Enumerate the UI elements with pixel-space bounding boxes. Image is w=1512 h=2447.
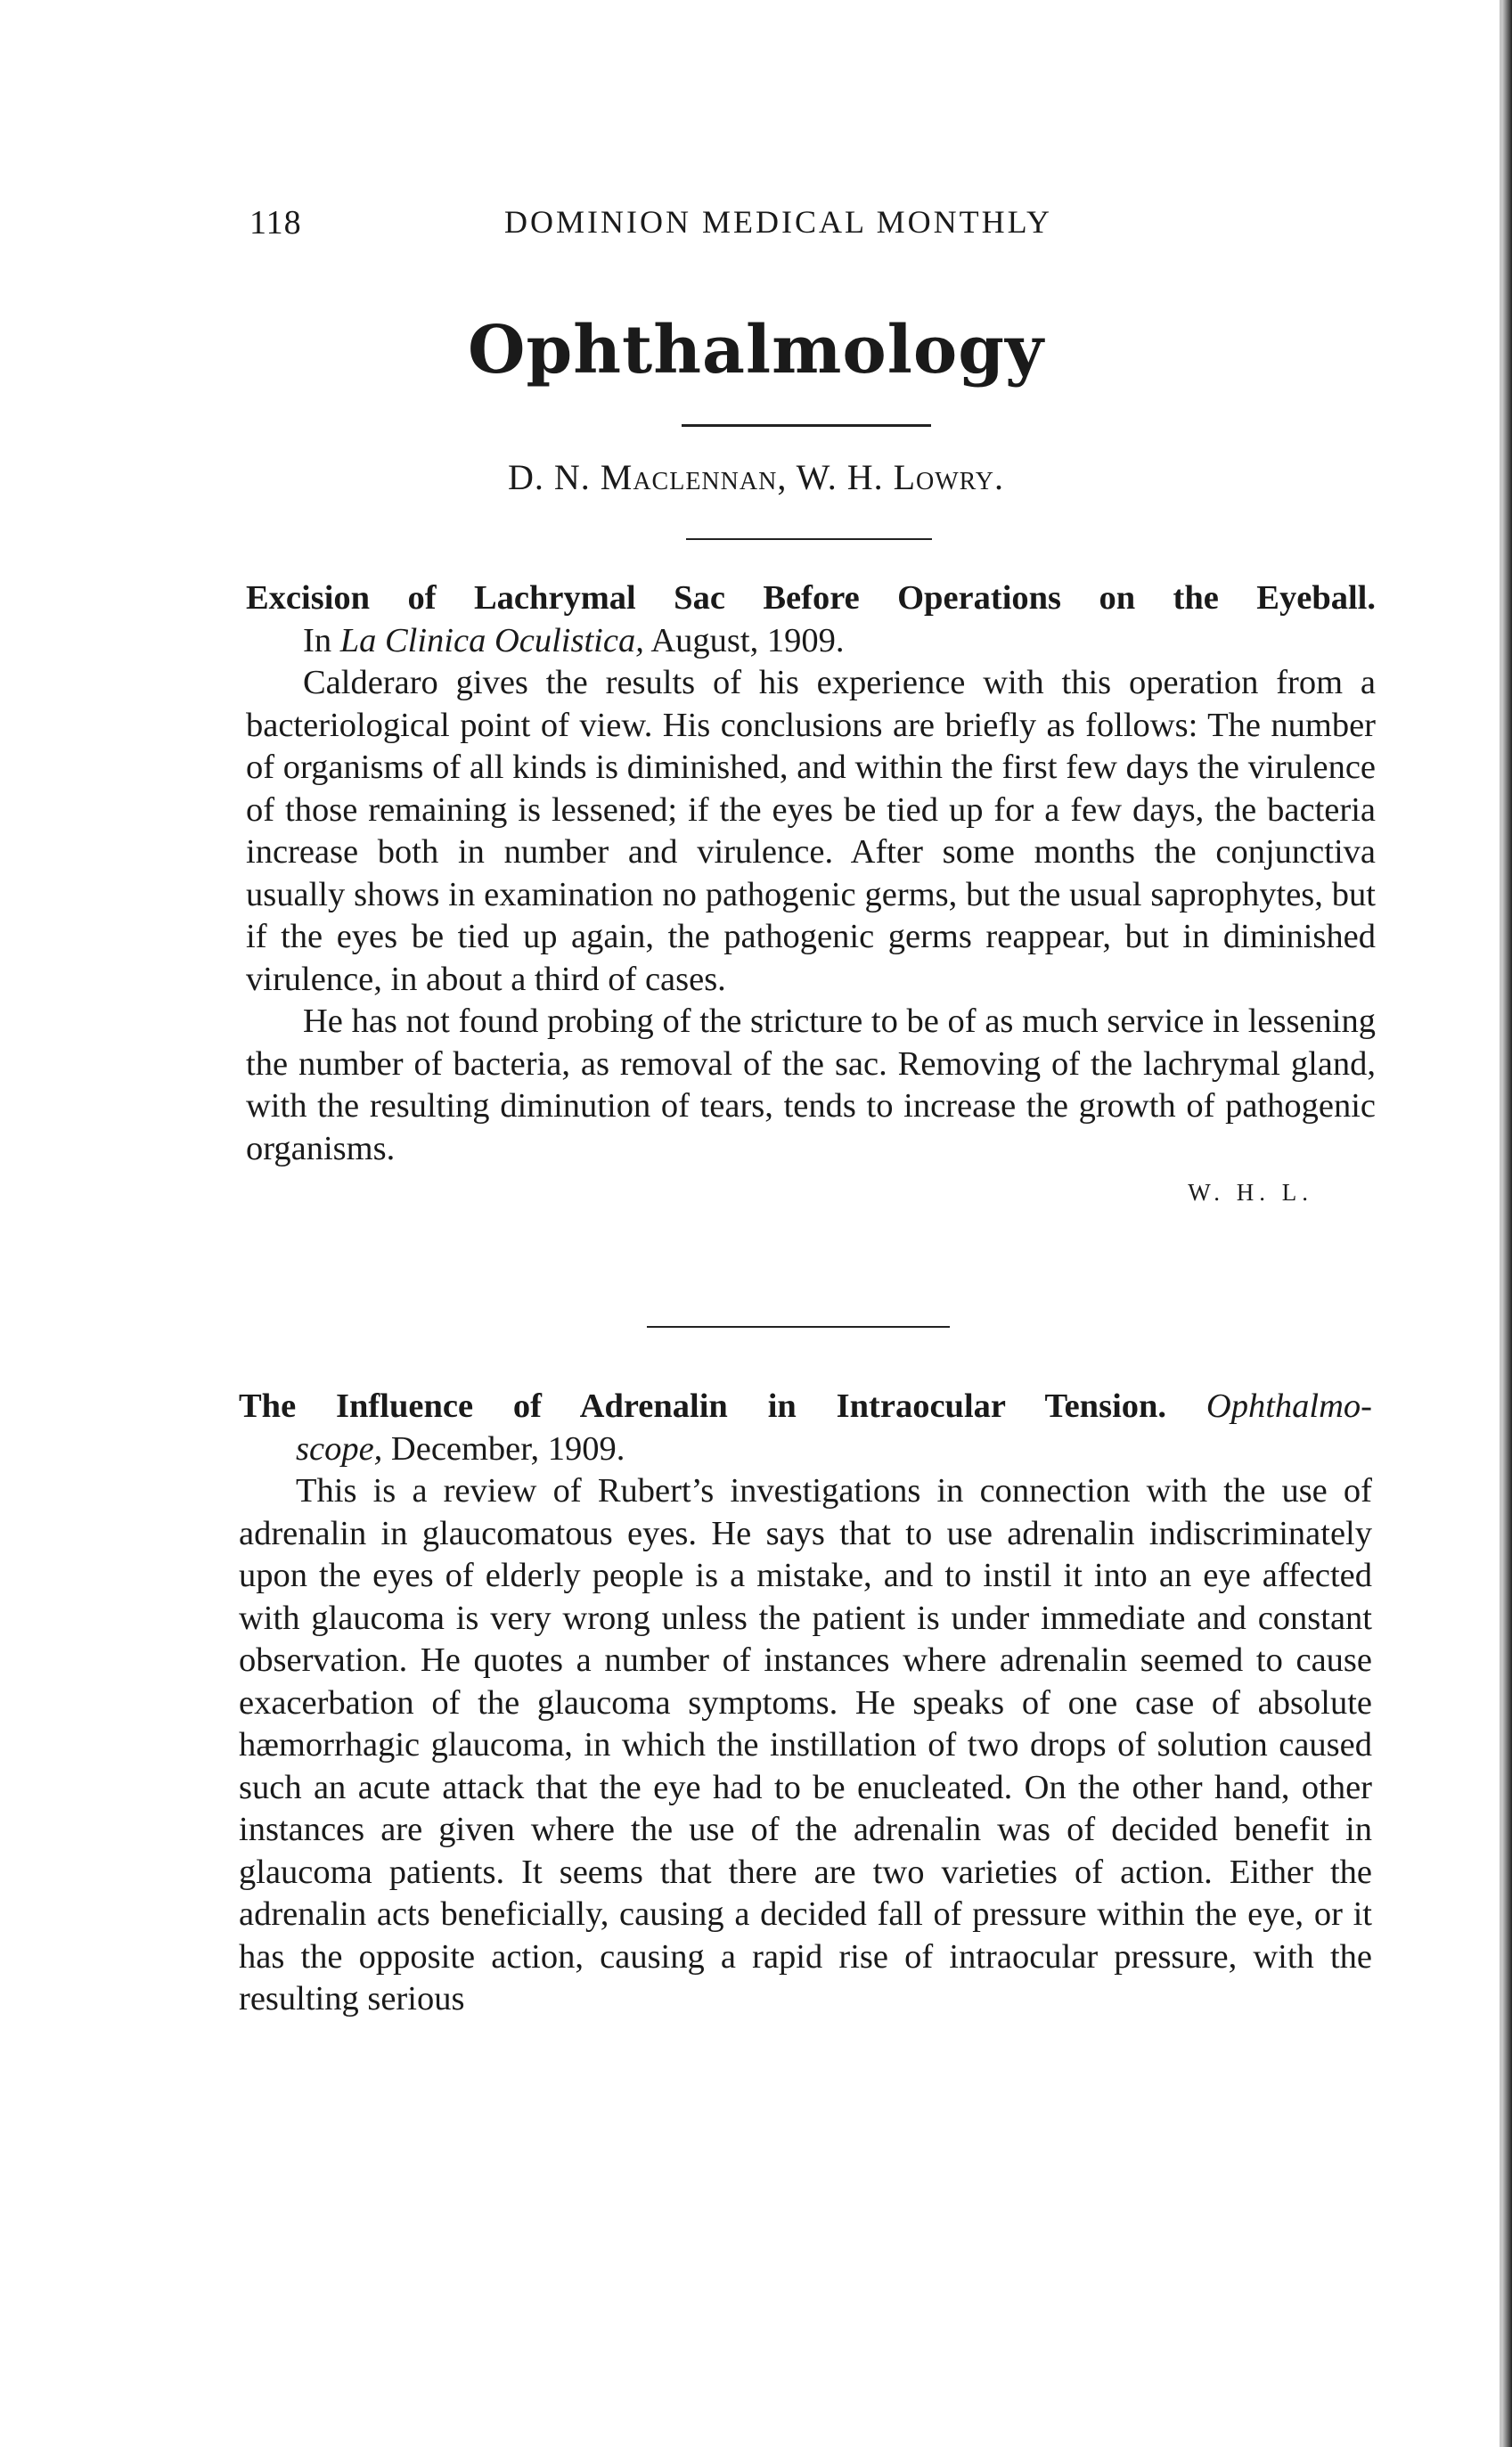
article-title: The Influence of Adrenalin in Intraocular Tension.: [239, 1387, 1167, 1425]
author-2-surname: Lowry: [893, 457, 995, 497]
citation-journal: La Clinica Oculistica,: [339, 621, 644, 659]
authors-prefix: D. N.: [507, 457, 601, 497]
section-title: Ophthalmology: [468, 312, 1044, 389]
article-signature: W. H. L.: [1188, 1179, 1313, 1206]
article-title: Excision of Lachrymal Sac Before Operations on the Eyeball.: [246, 579, 1376, 617]
citation-prefix: In: [303, 621, 340, 659]
article-citation: [239, 1428, 1372, 1471]
journal-title: DOMINION MEDICAL MONTHLY: [504, 204, 1053, 240]
article-heading: [239, 1386, 1372, 1428]
authors-separator: , W. H.: [777, 457, 894, 497]
author-1-surname: Maclennan: [600, 457, 778, 497]
article-paragraph: This is a review of Rubert’s investigations in connection with the use of adrenalin in glaucomatous eyes. He says that to use adrenalin indiscriminately upon the eyes of elderly people is a mistake, and to instil it into an eye affected with glaucoma is very wrong unless the patient is under immediate and constant observation. He quotes a number of instances where adrenalin seemed to cause exacerbation of the glaucoma symptoms. He speaks of one case of absolute hæmorrhagic glaucoma, in which the instillation of two drops of solution caused such an acute attack that the eye had to be enucleated. On the other hand, other instances are given where the use of the adrenalin was of decided benefit in glaucoma patients. It seems that there are two varieties of action. Either the adrenalin acts beneficially, causing a decided fall of pressure within the eye, or it has the opposite action, causing a rapid rise of intraocular pressure, with the resulting serious: [239, 1472, 1372, 2017]
article-paragraph: He has not found probing of the stricture to be of as much service in lessening the number of bacteria, as removal of the sac. Removing of the lachrymal gland, with the resulting diminution of tears, tends to increase the growth of pathogenic organisms.: [246, 1003, 1376, 1167]
citation-journal-part-1: Ophthalmo-: [1206, 1387, 1372, 1425]
page-number: 118: [249, 204, 302, 241]
article-citation: [246, 620, 1376, 663]
article-paragraph: Calderaro gives the results of his experience with this operation from a bacteriological point of view. His conclusions are briefly as follows: The number of organisms of all kinds is diminished, and within the first few days the virulence of those remaining is lessened; if the eyes be tied up for a few days, the bacteria increase both in number and virulence. After some months the conjunctiva usually shows in examination no pathogenic germs, but the usual saprophytes, but if the eyes be tied up again, the pathogenic germs reappear, but in diminished virulence, in about a third of cases.: [246, 664, 1376, 998]
article-adrenalin: [239, 1386, 1372, 2021]
citation-date: December, 1909.: [382, 1429, 625, 1468]
section-authors: [0, 456, 1512, 498]
authors-suffix: .: [994, 457, 1005, 497]
authors-rule: [686, 538, 932, 540]
title-rule: [682, 424, 931, 427]
citation-date: August, 1909.: [643, 621, 845, 659]
article-separator-rule: [647, 1326, 950, 1328]
citation-journal-part-2: scope,: [296, 1429, 383, 1468]
running-header: [249, 203, 1140, 257]
article-lachrymal-sac: [246, 577, 1376, 1215]
